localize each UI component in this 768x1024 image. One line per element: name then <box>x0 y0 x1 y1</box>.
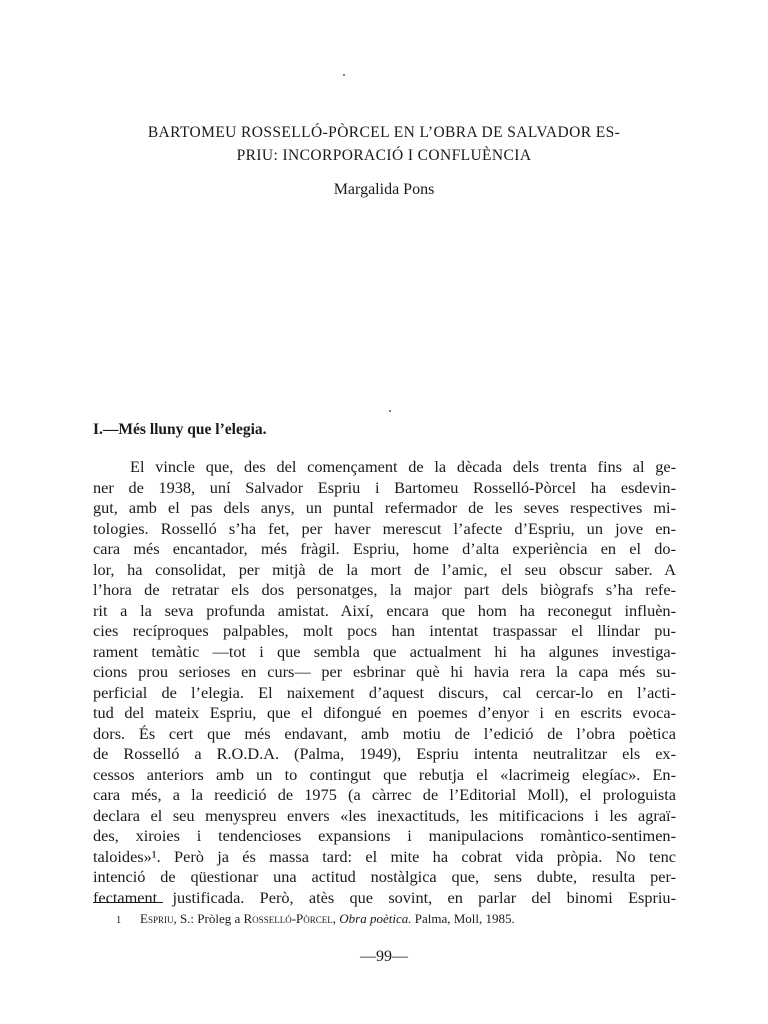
scan-speck <box>343 74 345 76</box>
body-line: rit a la seva profunda amistat. Així, encara que hom ha reconegut influèn- <box>93 600 676 620</box>
body-line: fectament justificada. Però, atès que sovint, en parlar del binomi Espriu- <box>93 887 676 907</box>
body-line: perficial de l’elegia. El naixement d’aquest discurs, cal cercar-lo en l’acti- <box>93 682 676 702</box>
article-title <box>70 121 698 167</box>
body-line: tud del mateix Espriu, que el difongué en poemes d’enyor i en escrits evoca- <box>93 703 676 722</box>
footnote-author: Espriu, S.: <box>140 911 195 926</box>
footnote-divider <box>93 902 163 903</box>
footnote <box>116 910 515 930</box>
footnote-subject: Rosselló-Pòrcel, <box>243 911 336 926</box>
body-line: tologies. Rosselló s’ha fet, per haver merescut l’afecte d’Espriu, un jove en- <box>93 518 676 538</box>
body-line: cara més, a la reedició de 1975 (a càrrec de l’Editorial Moll), el prologuista <box>93 785 676 804</box>
title-line: BARTOMEU ROSSELLÓ-PÒRCEL EN L’OBRA DE SALVADOR ES- <box>147 124 621 141</box>
body-line: cara més encantador, més fràgil. Espriu, home d’alta experiència en el do- <box>93 539 676 558</box>
author-name: Margalida Pons <box>333 181 435 198</box>
title-line: PRIU: INCORPORACIÓ I CONFLUÈNCIA <box>236 147 532 164</box>
body-line: cions prou serioses en curs— per esbrinar què hi havia rera la capa més su- <box>93 662 676 681</box>
body-line: intenció de qüestionar una actitud nostàlgica que, sens dubte, resulta per- <box>93 867 676 886</box>
body-line: rament temàtic —tot i que sembla que actualment hi ha algunes investiga- <box>93 641 676 661</box>
page-number: —99— <box>360 948 408 965</box>
body-line: l’hora de retratar els dos personatges, la major part dels biògrafs s’ha refe- <box>93 580 676 599</box>
scan-speck <box>389 410 391 412</box>
body-line: lor, ha consolidat, per mitjà de la mort de l’amic, el seu obscur saber. A <box>93 559 676 579</box>
footnote-work-title: Obra poètica. <box>339 911 412 926</box>
body-line: declara el seu menyspreu envers «les inexactituds, les mitificacions i les agraï- <box>93 805 676 825</box>
body-line: des, xiroies i tendencioses expansions i manipulacions romàntico-sentimen- <box>93 826 676 845</box>
section-heading: I.—Més lluny que l’elegia. <box>93 421 267 438</box>
body-line: cies recíproques palpables, molt pocs han intentat traspassar el llindar pu- <box>93 621 676 640</box>
body-text <box>93 457 676 908</box>
footnote-number: 1 <box>116 915 122 926</box>
body-line: taloides»¹. Però ja és massa tard: el mite ha cobrat vida pròpia. No tenc <box>93 846 676 866</box>
body-line: dors. És cert que més endavant, amb motiu de l’edició de l’obra poètica <box>93 723 676 743</box>
body-line: El vincle que, des del començament de la dècada dels trenta fins al ge- <box>130 457 676 476</box>
body-line: ner de 1938, uní Salvador Espriu i Bartomeu Rosselló-Pòrcel ha esdevin- <box>93 477 676 497</box>
footnote-text: Pròleg a <box>197 911 241 926</box>
body-line: cessos anteriors amb un to contingut que rebutja el «lacrimeig elegíac». En- <box>93 764 676 784</box>
body-line: de Rosselló a R.O.D.A. (Palma, 1949), Espriu intenta neutralitzar els ex- <box>93 744 676 763</box>
body-line: gut, amb el pas dels anys, un puntal refermador de les seves respectives mi- <box>93 498 676 517</box>
footnote-publication: Palma, Moll, 1985. <box>414 911 515 926</box>
